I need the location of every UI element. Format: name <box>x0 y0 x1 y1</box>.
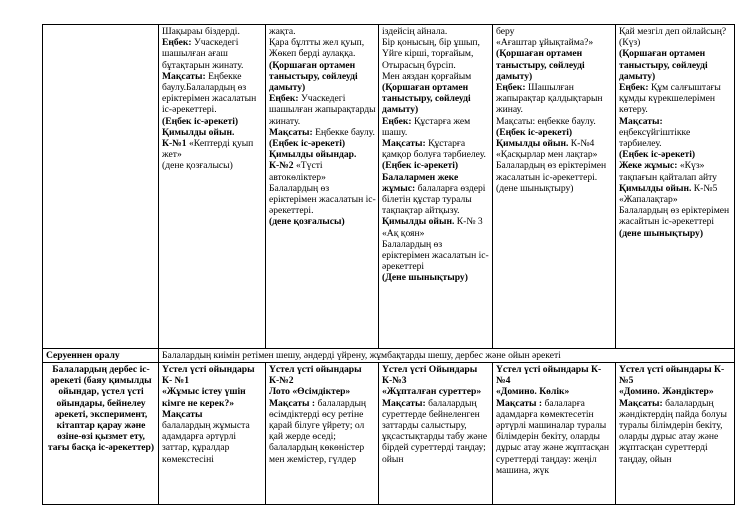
cell-line-lead: Үстел үсті Ойындары <box>382 364 478 375</box>
cell-line <box>162 127 263 138</box>
cell-line <box>269 398 376 465</box>
plan-table <box>42 24 735 505</box>
cell-line-rest: Еңбекке баулу.Балалардың өз еріктерімен жасалатын іс-әрекеттері. <box>162 70 257 116</box>
cell-line <box>382 172 490 217</box>
top-row <box>43 25 735 349</box>
cell-line-lead: Мақсаты: <box>382 397 426 409</box>
cell-line-lead: «Домино. Көлік» <box>496 386 570 398</box>
cell-line-lead: Балалармен жеке жұмыс: <box>382 171 459 194</box>
cell-line-lead: еңбексүйгіштікке тәрбиелеу. <box>619 126 691 150</box>
cell-line-lead: К-№2 <box>269 160 294 172</box>
cell-line-rest: балалардың өсімдіктерді өсу ретіне қарай білуге үйрету; ол қай жерде өседі; балалардың көкөністер мен жемістер, гүлдер <box>269 397 367 465</box>
cell-line <box>269 37 376 59</box>
cell-line <box>269 127 376 138</box>
cell-line-lead: (Дене шынықтыру) <box>382 272 468 284</box>
cell-line-lead: (Қоршаған ортамен таныстыру, сөйлеуді дамыту) <box>269 59 358 94</box>
cell-line <box>162 116 263 127</box>
activity-row <box>43 363 735 505</box>
walk-row-text: Балалардың киімін ретімен шешу, әндерді үйрену, жұмбақтарды шешу, дербес және ойын әрекеті <box>159 349 735 363</box>
activity-cell-2 <box>266 363 379 505</box>
cell-line-lead: (дене қозғалысы) <box>162 160 233 172</box>
cell-line <box>382 116 490 138</box>
cell-line <box>382 71 490 82</box>
cell-line <box>619 48 732 82</box>
cell-line-lead: «Домино. Жәндіктер» <box>619 386 714 398</box>
cell-line-lead: Мақсаты: <box>619 115 663 127</box>
cell-line <box>619 26 732 48</box>
cell-line <box>382 82 490 116</box>
cell-line-lead: (дене қозғалысы) <box>269 216 345 228</box>
cell-line <box>619 149 732 160</box>
cell-line-lead: Мен аяздан қорғайым <box>382 70 472 82</box>
cell-line <box>382 386 490 397</box>
cell-line-lead: Еңбек: <box>619 82 649 94</box>
cell-line <box>382 375 490 386</box>
cell-line-lead: Мақсаты: <box>382 138 426 150</box>
cell-line-lead: балалардың жұмыста адамдарға әртүрлі заттар, құралдар көмекстесіні <box>162 420 250 465</box>
cell-line-lead: (Қоршаған ортамен таныстыру, сөйлеуді дамыту) <box>619 48 708 82</box>
cell-line-lead: (Қоршаған ортамен таныстыру, сөйлеуді дамыту) <box>382 82 471 116</box>
top-cell-1 <box>159 25 266 349</box>
cell-line <box>269 216 376 227</box>
cell-line <box>162 37 263 71</box>
cell-line <box>382 398 490 465</box>
cell-line <box>496 398 613 476</box>
cell-line-lead: К-№1 <box>162 138 187 150</box>
cell-line <box>162 71 263 116</box>
cell-line-lead: «Ағаштар ұйықтайма?» <box>496 37 594 49</box>
cell-line-lead: Үстел үсті ойындары <box>269 364 362 375</box>
cell-line-rest: Еңбекке баулу. <box>312 126 375 138</box>
cell-line-lead: (Еңбек іс-әрекеті) <box>496 126 573 138</box>
cell-line <box>162 138 263 160</box>
cell-line-lead: Үстел үсті ойындары К-№4 <box>496 364 602 387</box>
cell-line <box>496 364 613 386</box>
cell-line-lead: Балалардың өз еріктерімен жасайтын іс-әрекеттері <box>619 205 730 228</box>
cell-line-lead: Балалардың өз еріктерімен жасалатын іс-әрекеттері <box>382 238 489 273</box>
cell-line-rest: Құстарға қамқор болуға тәрбиелеу. <box>382 138 486 161</box>
activity-cell-5 <box>616 363 735 505</box>
cell-line <box>382 364 490 375</box>
cell-line-lead: Еңбек: <box>162 37 192 49</box>
cell-line-lead: Үстел үсті ойындары К- №1 <box>162 364 255 387</box>
cell-line <box>382 272 490 283</box>
cell-line-lead: Мақсаты: <box>619 397 663 409</box>
cell-line-lead: Еңбек: <box>496 82 526 94</box>
cell-line <box>496 26 613 37</box>
cell-line <box>269 138 376 149</box>
cell-line-lead: Қимылды ойын. <box>496 138 569 150</box>
cell-line <box>619 386 732 397</box>
cell-line-rest: К-№5 «Жапалақтар» <box>619 182 718 206</box>
cell-line-lead: Қимылды ойын. <box>382 216 455 228</box>
cell-line <box>496 127 613 138</box>
cell-line <box>269 183 376 217</box>
cell-line-lead: Мақсаты: <box>269 126 313 138</box>
cell-line <box>269 375 376 386</box>
top-row-label-cell <box>43 25 159 349</box>
cell-line <box>619 398 732 465</box>
cell-line-lead: Қимылды ойын. <box>619 182 692 194</box>
cell-line <box>496 138 613 160</box>
cell-line-lead: жақта. <box>269 26 296 37</box>
cell-line-lead: Еңбек: <box>269 93 299 105</box>
cell-line <box>162 409 263 420</box>
cell-line-lead: Балалардың өз еріктерімен жасалатын іс-әрекеттері. <box>269 182 376 217</box>
cell-line-lead: «Жұмыс істеу үшін кімге не керек?» <box>162 386 246 409</box>
cell-line-lead: Мақсаты : <box>496 397 543 409</box>
cell-line-rest: балалардың жәндіктердің пайда болуы туралы білімдерін бекіту, оларды дұрыс атау және жұптасқан суреттерді таңдау, ойын <box>619 397 727 465</box>
cell-line-lead: Бір қонысың, бір ұшып, Үйге кірші, торғайым, Отырасың бүрсіп. <box>382 37 480 71</box>
cell-line <box>496 37 613 48</box>
cell-line-rest: Шашылған жапырақтар қалдықтарын жинау. <box>496 82 603 116</box>
cell-line <box>619 228 732 239</box>
cell-line <box>382 26 490 37</box>
cell-line <box>269 93 376 127</box>
cell-line <box>496 386 613 397</box>
cell-line-lead: (дене шынықтыру) <box>619 227 704 239</box>
cell-line-lead: Жеке жұмыс: <box>619 160 678 172</box>
cell-line-rest: «Күз» тақпағын қайталап айту <box>619 160 717 183</box>
cell-line <box>619 364 732 386</box>
cell-line <box>269 60 376 94</box>
cell-line <box>162 26 263 37</box>
cell-line <box>269 26 376 37</box>
cell-line <box>269 149 376 160</box>
top-cell-4 <box>493 25 616 349</box>
cell-line <box>382 37 490 71</box>
cell-line-lead: іздейсің айнала. <box>382 26 448 37</box>
cell-line <box>382 239 490 273</box>
cell-line-lead: Қимылды ойындар. <box>269 149 357 161</box>
cell-line <box>619 205 732 227</box>
cell-line <box>496 82 613 116</box>
cell-line-lead: Қимылды ойын. <box>162 126 235 138</box>
cell-line-rest: Құстарға жем шашу. <box>382 115 471 138</box>
cell-line <box>619 82 732 116</box>
cell-line <box>496 160 613 182</box>
cell-line-rest: Құм салғыштағы құмды күрекшелерімен көтеру. <box>619 82 721 116</box>
cell-line-lead: Шақыраы біздерді. <box>162 26 240 37</box>
cell-line <box>619 160 732 182</box>
cell-line <box>496 183 613 194</box>
cell-line-lead: (Еңбек іс-әрекеті) <box>619 149 696 161</box>
cell-line-rest: К-№ 3 «Ақ қоян» <box>382 216 483 239</box>
cell-line-lead: (Еңбек іс-әрекеті) <box>162 115 239 127</box>
cell-line-rest: балалардың суреттерде бейнеленген заттарды салыстыру, ұқсастықтарды табу және бірдей суреттерді таңдау; ойын <box>382 397 488 465</box>
top-cell-5 <box>616 25 735 349</box>
cell-line <box>269 160 376 182</box>
cell-line-lead: Қай мезгіл деп ойлайсың? (Күз) <box>619 26 727 49</box>
cell-line <box>496 48 613 82</box>
cell-line-lead: Балалардың өз еріктерімен жасалатын іс-әрекеттері. <box>496 160 607 183</box>
cell-line-rest: балаларға өздері білетін құстар туралы тақпақтар айтқызу. <box>382 182 486 217</box>
cell-line-lead: беру <box>496 26 515 37</box>
cell-line-lead: Үстел үсті ойындары К- №5 <box>619 364 725 387</box>
cell-line-rest: Учаскедегі шашылған жапырақтарды жинату. <box>269 93 376 127</box>
cell-line <box>382 216 490 238</box>
cell-line <box>162 386 263 408</box>
activity-cell-3 <box>379 363 493 505</box>
cell-line-rest: «Түсті автокөліктер» <box>269 160 326 183</box>
cell-line-lead: К-№2 <box>269 375 294 387</box>
cell-line <box>162 364 263 386</box>
cell-line <box>269 364 376 375</box>
cell-line <box>496 116 613 127</box>
cell-line-lead: (Еңбек іс-әрекеті) <box>382 160 459 172</box>
cell-line <box>382 160 490 171</box>
activity-cell-1 <box>159 363 266 505</box>
cell-line-lead: К-№3 <box>382 375 407 387</box>
cell-line-lead: Мақсаты : <box>269 397 316 409</box>
cell-line-lead: «Жұпталған суреттер» <box>382 386 482 398</box>
cell-line-lead: Мақсаты <box>162 408 203 420</box>
cell-line-rest: К-№4 «Қасқырлар мен лақтар» <box>496 138 598 161</box>
top-cell-3 <box>379 25 493 349</box>
cell-line <box>162 160 263 171</box>
walk-row-label: Серуеннен оралу <box>43 349 159 363</box>
cell-line-rest: Учаскедегі шашылған ағаш бұтақтарын жинату. <box>162 37 244 71</box>
activity-row-label: Балалардың дербес іс-әрекеті (баяу қимылды ойындар, үстел үсті ойындары, бейнелеу әрекеті, эксперимент, кітаптар қарау және өзіне-өзі қызмет ету, тағы басқа іс-әрекеттер) <box>43 363 159 505</box>
cell-line <box>382 138 490 160</box>
cell-line <box>619 183 732 205</box>
cell-line-lead: Мақсаты: <box>162 70 206 82</box>
cell-line-lead: (Қоршаған ортамен таныстыру, сөйлеуді дамыту) <box>496 48 585 82</box>
walk-row <box>43 349 735 363</box>
top-cell-2 <box>266 25 379 349</box>
cell-line <box>269 386 376 397</box>
cell-line-lead: (дене шынықтыру) <box>496 182 574 194</box>
cell-line-lead: (Еңбек іс-әрекеті) <box>269 138 346 150</box>
cell-line-lead: Мақсаты: еңбекке баулу. <box>496 115 596 127</box>
cell-line-rest: «Кептерді қуып жет» <box>162 138 254 161</box>
cell-line <box>619 127 732 149</box>
cell-line-lead: Лото «Өсімдіктер» <box>269 386 351 398</box>
cell-line <box>162 420 263 465</box>
activity-cell-4 <box>493 363 616 505</box>
cell-line-rest: балаларға адамдарға көмектесетін әртүрлі машиналар туралы білімдерін бекіту, оларды дұрыс атау және жұптасқан суреттерді таңдау: жеңіл машина, жүк <box>496 397 609 476</box>
cell-line <box>619 116 732 127</box>
cell-line-lead: Еңбек: <box>382 115 412 127</box>
cell-line-lead: Қара бұлтты жел қуып, Жөкеп берді аулаққа. <box>269 37 365 60</box>
